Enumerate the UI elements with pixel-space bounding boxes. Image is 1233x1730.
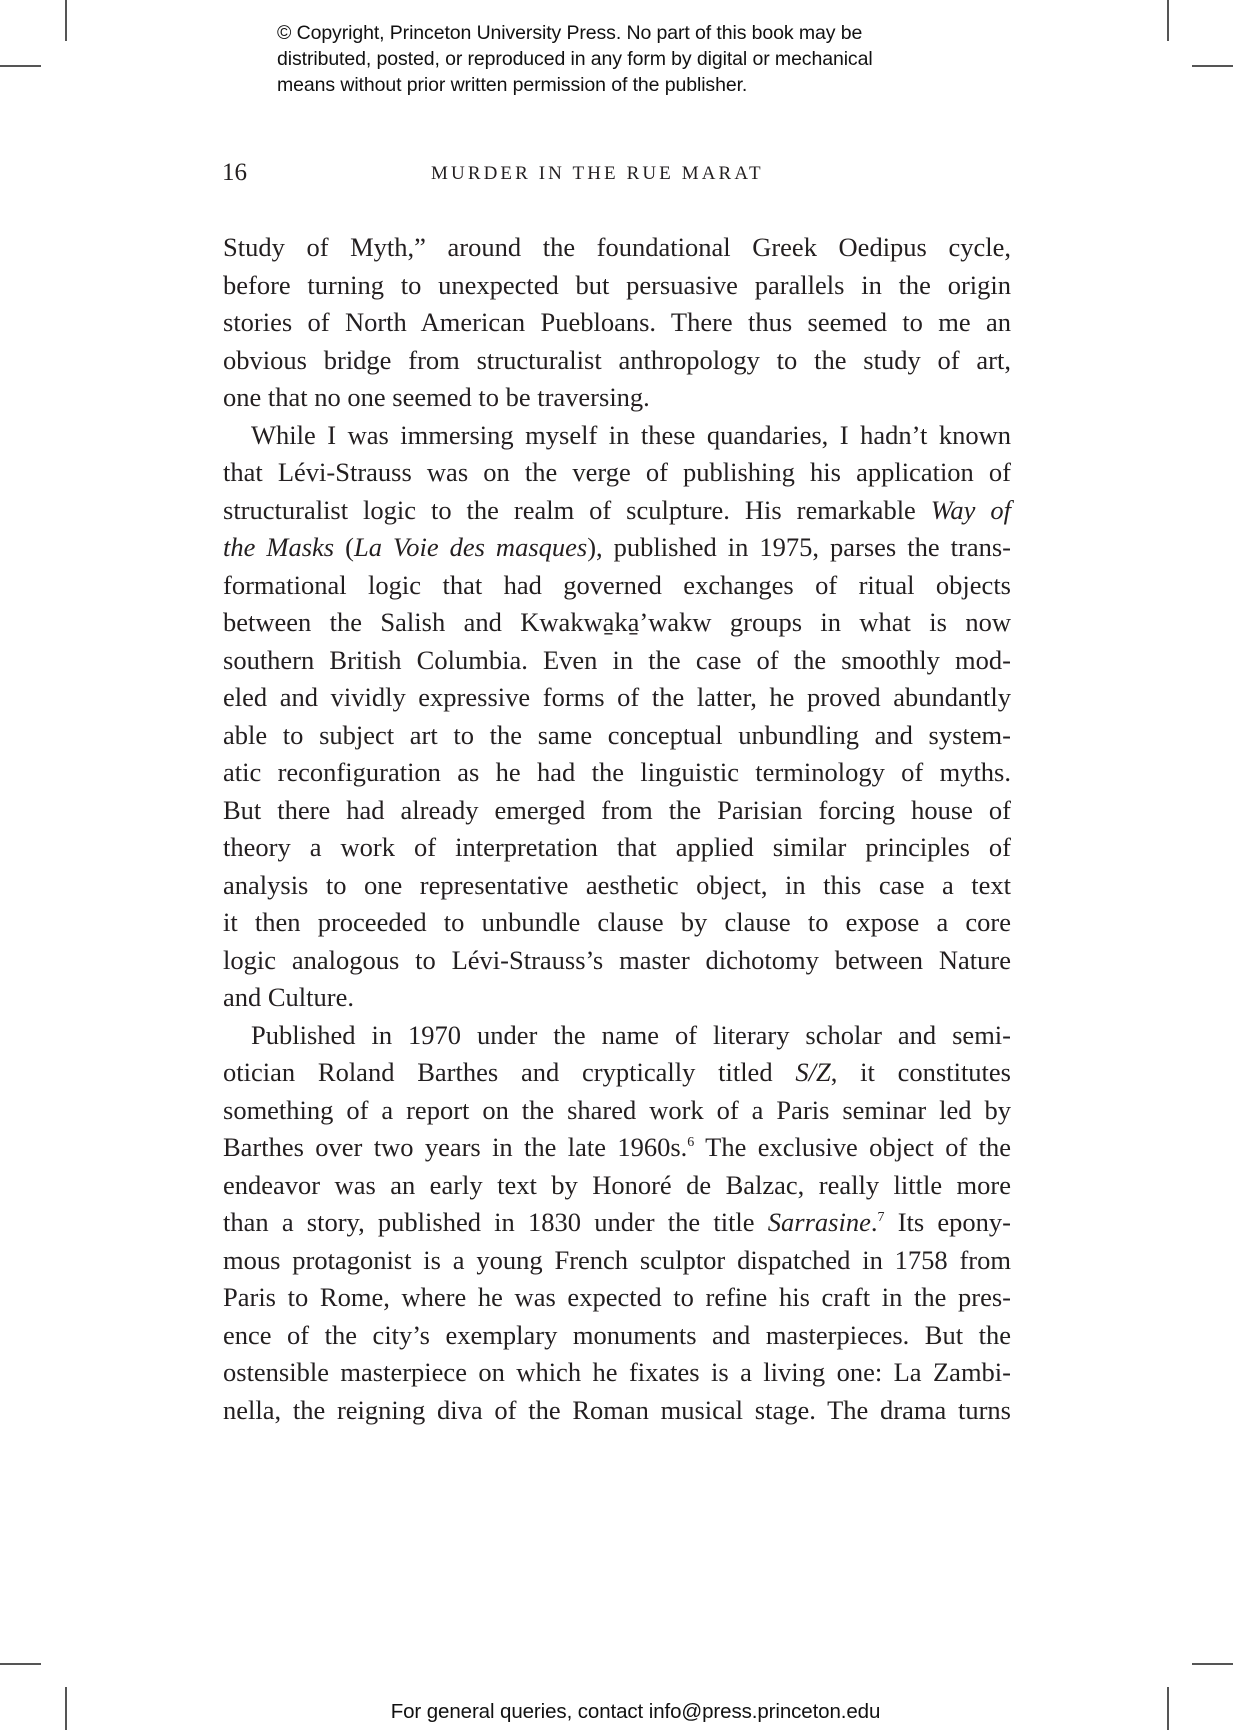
text-line (223, 417, 1011, 455)
text-line (223, 1017, 1011, 1055)
text-run: nella, the reigning diva of the Roman musical stage. The drama turns (223, 1394, 1011, 1425)
text-run: something of a report on the shared work of a Paris seminar led by (223, 1094, 1011, 1125)
text-line (223, 379, 1011, 417)
text-line (223, 1354, 1011, 1392)
crop-mark-bottom-right-horizontal (1192, 1663, 1233, 1665)
text-line (223, 942, 1011, 980)
text-line (223, 867, 1011, 905)
text-run: ), published in 1975, parses the trans- (587, 532, 1011, 562)
text-line (223, 304, 1011, 342)
text-run: atic reconfiguration as he had the linguistic terminology of myths. (223, 757, 1011, 787)
text-run: But there had already emerged from the Parisian forcing house of (223, 794, 1011, 825)
text-run: structuralist logic to the realm of sculpture. His remarkable (223, 494, 931, 525)
text-run: formational logic that had governed exchanges of ritual objects (223, 569, 1011, 600)
footer-contact (0, 1699, 1233, 1725)
text-run: ostensible masterpiece on which he fixates is a living one: La Zambi- (223, 1357, 1011, 1387)
page-number: 16 (222, 159, 247, 186)
text-line (223, 979, 1011, 1017)
text-run: between the Salish and Kwakwa̱ka̱’wakw groups in what is now (223, 607, 1011, 637)
text-line (223, 1317, 1011, 1355)
text-run: Its epony- (884, 1207, 1011, 1237)
text-run: obvious bridge from structuralist anthropology to the study of art, (223, 344, 1011, 375)
crop-mark-top-left-horizontal (0, 65, 41, 67)
copyright-notice (277, 20, 997, 98)
copyright-line: © Copyright, Princeton University Press. No part of this book may be (277, 22, 863, 44)
text-line (223, 1392, 1011, 1430)
text-run: Barthes over two years in the late 1960s. (223, 1132, 688, 1162)
text-run: that Lévi-Strauss was on the verge of publishing his application of (223, 457, 1011, 487)
text-line (223, 1129, 1011, 1167)
italic-text: the Masks (223, 532, 335, 562)
text-run: , it constitutes (830, 1057, 1011, 1087)
text-line (223, 604, 1011, 642)
footnote-ref: 6 (687, 1135, 695, 1150)
italic-text: Sarrasine (767, 1207, 871, 1237)
text-run: Study of Myth,” around the foundational Greek Oedipus cycle, (223, 232, 1011, 262)
text-line (223, 267, 1011, 305)
text-line (223, 454, 1011, 492)
text-line (223, 792, 1011, 830)
text-run: otician Roland Barthes and cryptically titled (223, 1057, 796, 1087)
text-run: Paris to Rome, where he was expected to refine his craft in the pres- (223, 1282, 1011, 1312)
text-run: While I was immersing myself in these quandaries, I hadn’t known (251, 419, 1011, 450)
text-line (223, 642, 1011, 680)
footnote-ref: 7 (877, 1210, 885, 1225)
text-run: logic analogous to Lévi-Strauss’s master dichotomy between Nature (223, 944, 1011, 975)
text-line (223, 1054, 1011, 1092)
text-run: The exclusive object of the (694, 1132, 1011, 1162)
text-run: it then proceeded to unbundle clause by clause to expose a core (223, 907, 1011, 937)
crop-mark-top-right-horizontal (1192, 65, 1233, 67)
text-run: and Culture. (223, 982, 354, 1012)
running-head: MURDER IN THE RUE MARAT (431, 163, 764, 184)
crop-mark-top-left-vertical (65, 0, 67, 41)
text-line (223, 529, 1011, 567)
text-line (223, 492, 1011, 530)
footer-contact-text: For general queries, contact info@press.princeton.edu (390, 1700, 881, 1723)
text-run: before turning to unexpected but persuasive parallels in the origin (223, 269, 1011, 300)
crop-mark-bottom-left-horizontal (0, 1663, 41, 1665)
text-run: southern British Columbia. Even in the case of the smoothly mod- (223, 644, 1011, 675)
text-line (223, 1242, 1011, 1280)
copyright-line: distributed, posted, or reproduced in any form by digital or mechanical (277, 48, 873, 70)
text-run: theory a work of interpretation that applied similar principles of (223, 832, 1011, 862)
text-line (223, 829, 1011, 867)
text-run: eled and vividly expressive forms of the latter, he proved abundantly (223, 682, 1011, 712)
text-line (223, 1167, 1011, 1205)
text-line (223, 229, 1011, 267)
text-run: . (870, 1207, 878, 1237)
text-line (223, 904, 1011, 942)
text-run: endeavor was an early text by Honoré de Balzac, really little more (223, 1169, 1011, 1200)
crop-mark-top-right-vertical (1167, 0, 1169, 41)
text-run: Published in 1970 under the name of literary scholar and semi- (251, 1019, 1011, 1050)
text-line (223, 1204, 1011, 1242)
text-run: able to subject art to the same conceptual unbundling and system- (223, 719, 1011, 750)
italic-text: La Voie des masques (353, 532, 588, 562)
text-line (223, 679, 1011, 717)
text-run: mous protagonist is a young French sculptor dispatched in 1758 from (223, 1244, 1011, 1275)
text-line (223, 567, 1011, 605)
text-line (223, 1092, 1011, 1130)
text-run: ( (334, 532, 354, 562)
text-line (223, 717, 1011, 755)
italic-text: Way of (930, 494, 1011, 525)
copyright-line: means without prior written permission of the publisher. (277, 74, 748, 96)
text-line (223, 342, 1011, 380)
text-line (223, 1279, 1011, 1317)
text-run: analysis to one representative aesthetic object, in this case a text (223, 869, 1011, 900)
text-run: ence of the city’s exemplary monuments and masterpieces. But the (223, 1319, 1011, 1350)
italic-text: S/Z (795, 1057, 831, 1087)
text-line (223, 754, 1011, 792)
text-run: stories of North American Puebloans. There thus seemed to me an (223, 307, 1011, 337)
text-run: one that no one seemed to be traversing. (223, 382, 650, 412)
body-text (223, 229, 1011, 1429)
text-run: than a story, published in 1830 under the title (223, 1207, 768, 1237)
